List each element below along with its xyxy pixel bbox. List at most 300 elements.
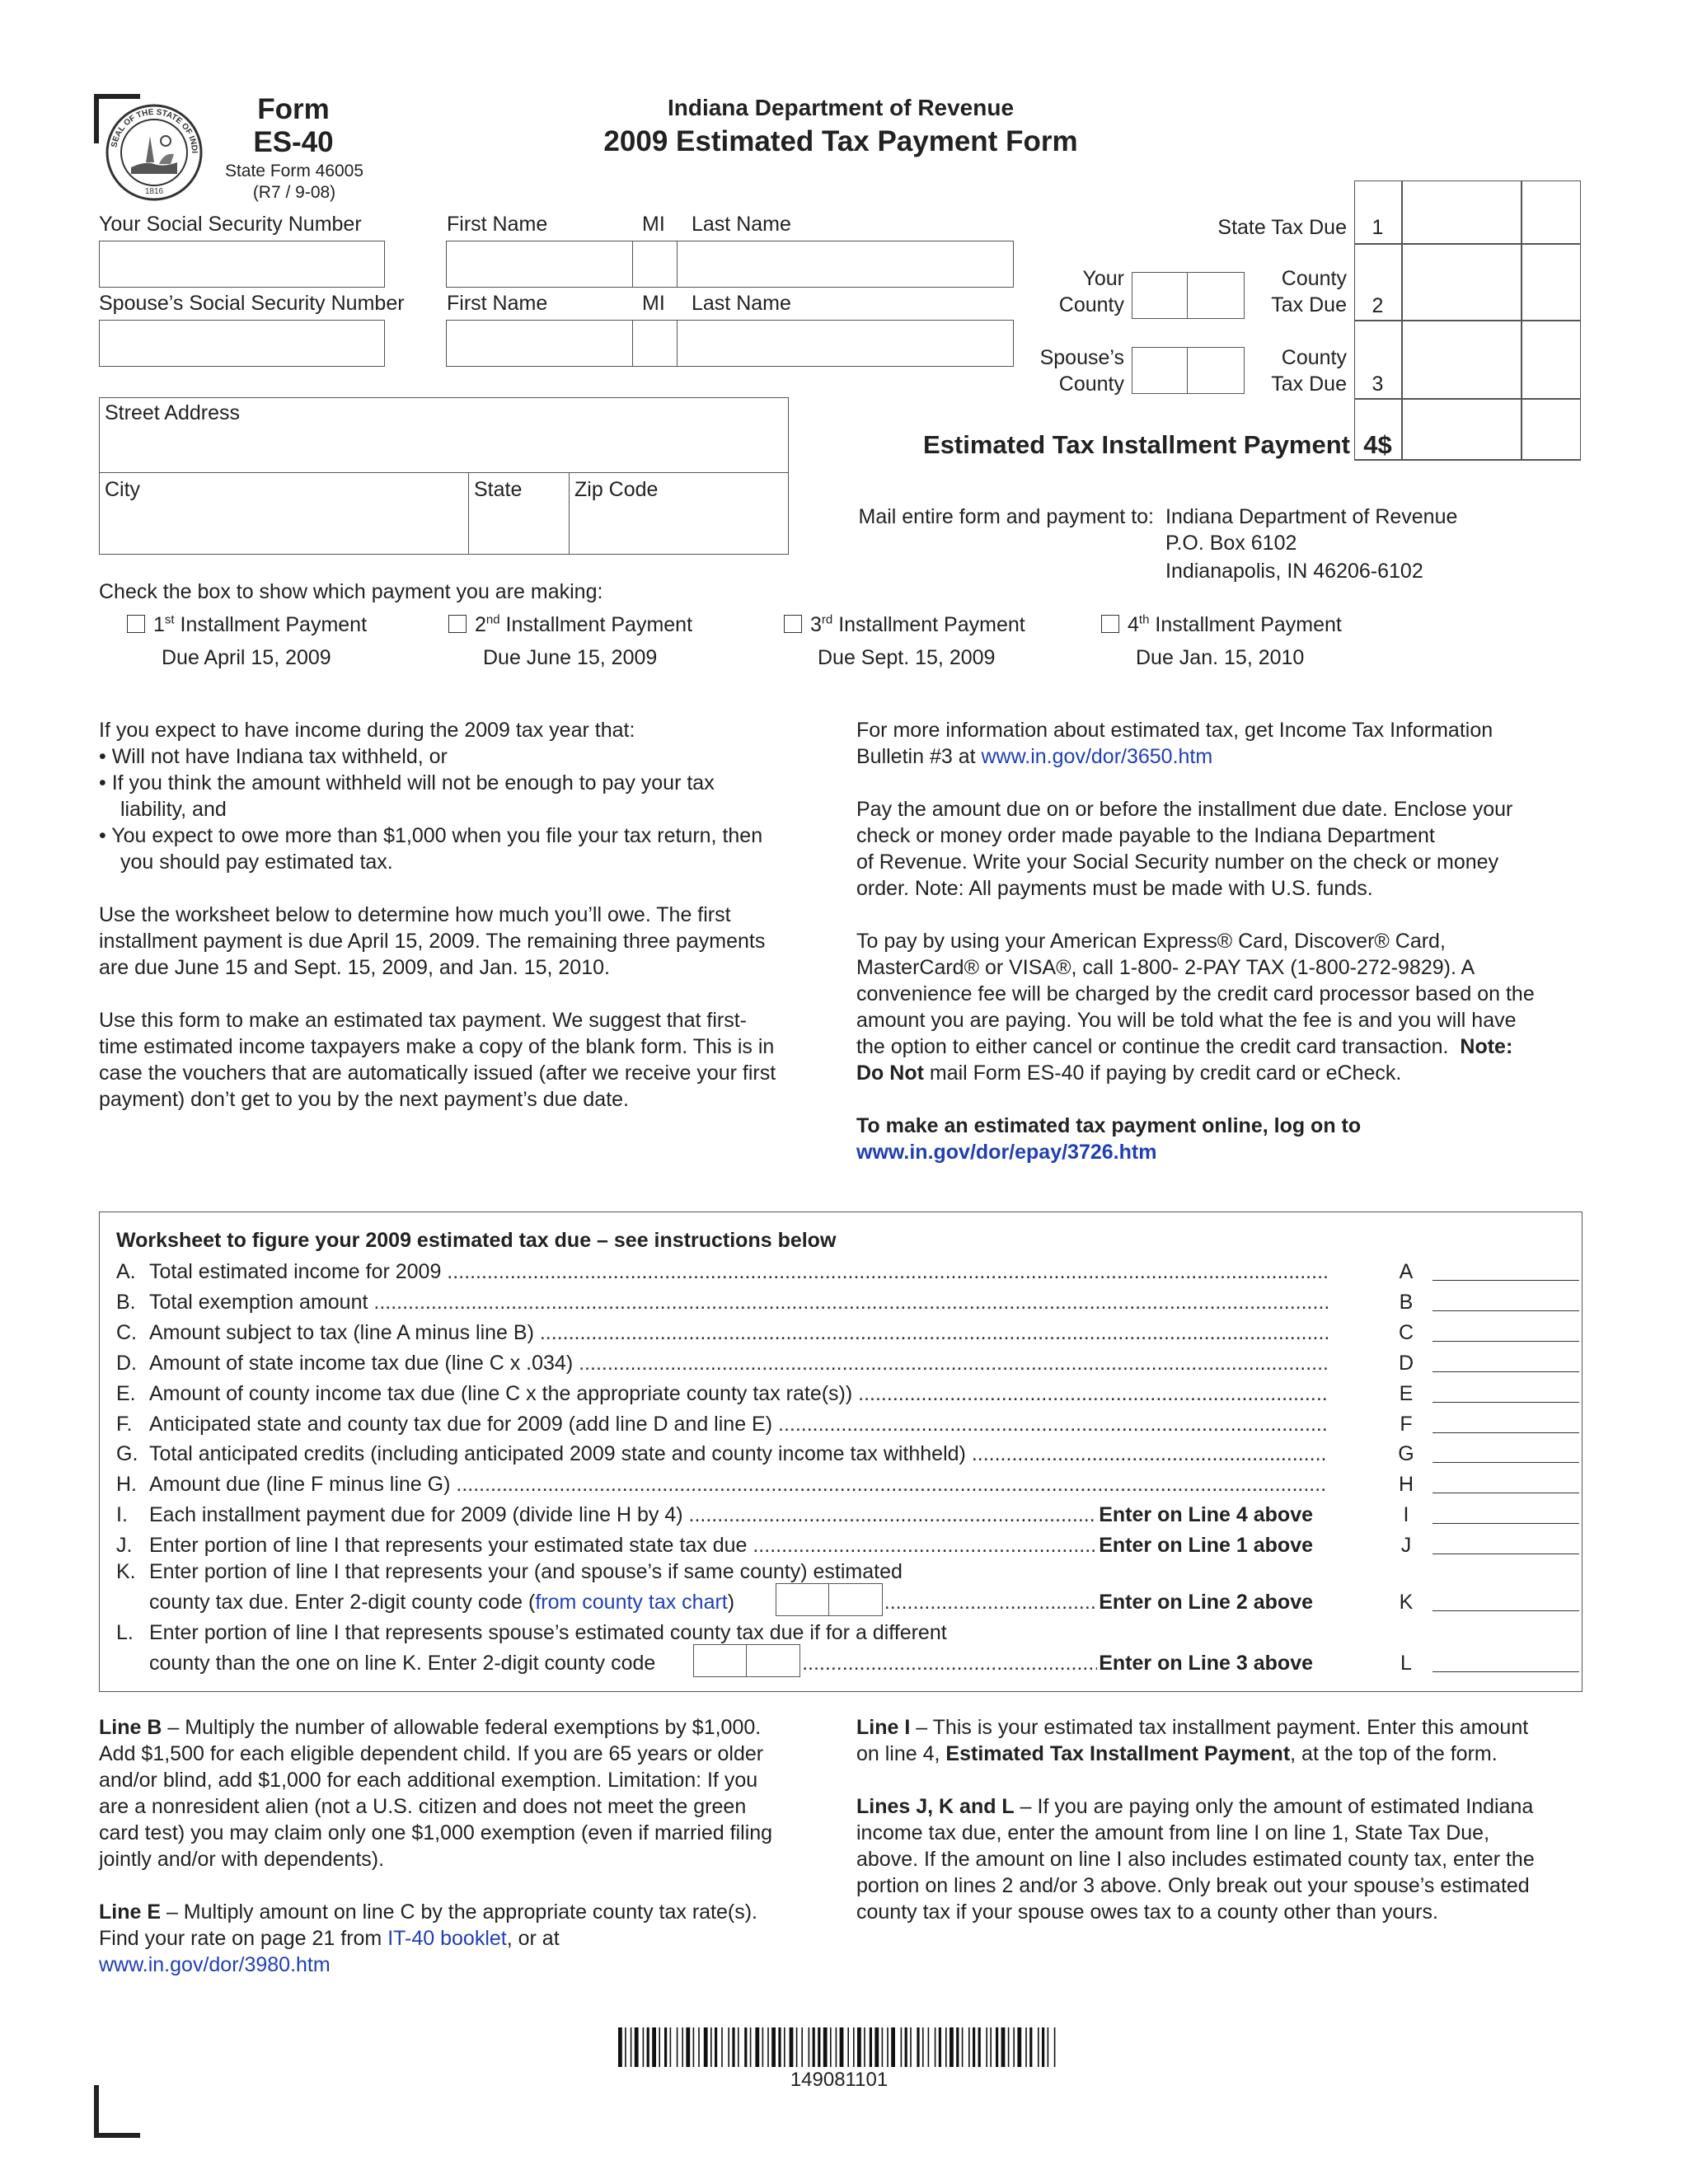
line-e-2b: , or at [506,1927,560,1950]
your-county-code-digit-1[interactable] [1132,272,1189,319]
spouse-first-name-label: First Name [447,292,548,315]
row-text: Anticipated state and county tax due for 2009 (add line D and line E) ..... [149,1409,1328,1439]
barcode-bar [659,2027,660,2067]
row-k-text-2a: county tax due. Enter 2-digit county code ( [149,1591,536,1614]
worksheet [99,1212,1582,1692]
barcode-bar [704,2027,708,2067]
seal-text: SEAL OF THE STATE OF INDI [110,107,199,154]
row-k-amount-line[interactable] [1432,1610,1579,1611]
barcode-bar [1008,2027,1010,2067]
row-amount-line[interactable] [1432,1280,1579,1281]
right-p3-3: convenience fee will be charged by the credit card processor based on the [856,982,1535,1005]
street-address-field[interactable] [99,397,789,474]
spouse-county-tax-due-label-2: Tax Due [1271,373,1347,396]
right-p4: To make an estimated tax payment online, log on to [856,1114,1362,1137]
last-name-field[interactable] [677,241,1014,288]
state-tax-due-input[interactable] [1403,190,1520,239]
worksheet-row-h [116,1469,1509,1499]
barcode-bar [744,2027,747,2067]
row-letter: F. [116,1412,133,1436]
payment-2-ordinal: 2 [475,613,486,636]
row-amount-line[interactable] [1432,1523,1579,1524]
row-letter: E. [116,1381,136,1405]
barcode-bar [935,2027,936,2067]
row-enter-instruction: Enter on Line 1 above [1097,1530,1313,1560]
county-tax-due-label: County [1281,267,1347,290]
barcode-bar [796,2027,798,2067]
spouse-county-label: Spouse’s [1039,346,1124,369]
payment-option-4[interactable] [1101,612,1342,638]
line-2-number: 2 [1372,294,1384,317]
row-k-text-1: Enter portion of line I that represents your (and spouse’s if same county) estimated [149,1560,903,1583]
line-1-number: 1 [1372,216,1384,239]
row-code: G [1398,1442,1414,1466]
row-text: Amount of state income tax due (line C x .034) ..... [149,1348,1328,1378]
row-amount-line[interactable] [1432,1432,1579,1433]
barcode-bar [738,2027,739,2067]
mi-field[interactable] [632,241,678,288]
left-bullet-1: • Will not have Indiana tax withheld, or [99,745,448,768]
barcode-bar [715,2027,717,2067]
barcode [617,2027,1062,2067]
street-address-label: Street Address [105,401,240,424]
barcode-bar [922,2027,924,2067]
row-code: A [1399,1260,1414,1283]
payment-3-due: Due Sept. 15, 2009 [818,646,996,669]
city-field[interactable] [99,472,470,555]
county-tax-due-label-2: Tax Due [1271,293,1347,316]
form-word: Form [257,93,330,125]
row-k-county-digit-1[interactable] [776,1583,830,1616]
state-label: State [474,478,523,501]
line-e-label: Line E [99,1900,162,1924]
installment-payment-input[interactable] [1403,402,1520,457]
barcode-bar [823,2027,828,2067]
payment-1-due: Due April 15, 2009 [162,646,331,669]
barcode-bar [853,2027,855,2067]
barcode-bar [986,2027,987,2067]
barcode-bar [939,2027,941,2067]
instructions-left [99,1714,772,1978]
worksheet-row-d [116,1348,1509,1378]
line-i-2c: , at the top of the form. [1290,1742,1498,1765]
barcode-bar [677,2027,678,2067]
right-p3-note: Note: [1460,1035,1513,1058]
last-name-label: Last Name [692,213,791,236]
county-rate-link[interactable]: www.in.gov/dor/3980.htm [99,1953,331,1976]
row-l-county-digit-1[interactable] [693,1644,748,1677]
line-i-2b: Estimated Tax Installment Payment [945,1742,1291,1765]
barcode-bar [809,2027,810,2067]
barcode-bar [978,2027,981,2067]
bulletin-link[interactable]: www.in.gov/dor/3650.htm [981,745,1213,768]
row-l-enter: Enter on Line 3 above [1097,1648,1313,1678]
payment-option-3[interactable] [784,612,1025,638]
barcode-bar [698,2027,700,2067]
worksheet-row-a [116,1257,1509,1286]
payment-option-2[interactable] [448,612,692,638]
row-l-letter: L. [116,1621,134,1644]
row-amount-line[interactable] [1432,1341,1579,1342]
payment-4-suffix: th [1138,612,1150,627]
barcode-bar [755,2027,759,2067]
barcode-bar [762,2027,764,2067]
barcode-bar [750,2027,752,2067]
line-jkl-5: county tax if your spouse owes tax to a county other than yours. [856,1900,1438,1924]
worksheet-row-e [116,1379,1509,1408]
left-bullet-2-cont: liability, and [120,798,227,821]
row-text: Total exemption amount ..... [149,1287,1328,1317]
payment-option-1[interactable] [127,612,367,638]
line-e-1: – Multiply amount on line C by the appropriate county tax rate(s). [161,1900,757,1924]
payment-2-checkbox[interactable] [448,615,467,633]
barcode-bar [631,2027,632,2067]
spouse-ssn-field[interactable] [99,320,385,367]
mi-label: MI [642,213,665,236]
mail-address-line-1: Indiana Department of Revenue [1165,505,1458,528]
barcode-bar [1038,2027,1039,2067]
payment-2-label: Installment Payment [505,613,693,636]
your-county-label: Your [1082,267,1124,290]
row-l-county-digit-2[interactable] [746,1644,800,1677]
worksheet-title: Worksheet to figure your 2009 estimated tax due – see instructions below [116,1229,837,1252]
state-tax-due-label: State Tax Due [1217,216,1347,239]
barcode-bar [973,2027,975,2067]
worksheet-row-g [116,1439,1509,1469]
worksheet-rows [116,1257,1567,1570]
row-text: Amount due (line F minus line G) ..... [149,1469,1328,1499]
payment-2-due: Due June 15, 2009 [483,646,658,669]
row-code: H [1398,1473,1414,1497]
spouse-county-label-2: County [1058,373,1124,396]
right-p2-2: check or money order made payable to the Indiana Department [856,824,1435,847]
line-b-1: – Multiply the number of allowable federal exemptions by $1,000. [162,1716,762,1739]
worksheet-row-l [116,1618,1509,1647]
barcode-bar [874,2027,879,2067]
left-intro: If you expect to have income during the 2009 tax year that: [99,719,635,742]
line-e-2a: Find your rate on page 21 from [99,1927,388,1950]
barcode-bar [818,2027,820,2067]
spouse-last-name-field[interactable] [677,320,1014,367]
barcode-bar [647,2027,649,2067]
barcode-bar [857,2027,861,2067]
first-name-field[interactable] [446,241,633,288]
row-text: Total anticipated credits (including anticipated 2009 state and county income tax withheld) ..... [149,1439,1328,1469]
payment-4-due: Due Jan. 15, 2010 [1136,646,1305,669]
barcode-bar [790,2027,794,2067]
barcode-bar [732,2027,734,2067]
tax-grid-hline-2 [1354,320,1581,321]
barcode-bar [950,2027,954,2067]
right-p3-5: the option to either cancel or continue the credit card transaction. [856,1035,1449,1058]
row-letter: D. [116,1351,137,1375]
row-text: Enter portion of line I that represents your estimated state tax due ..... [149,1530,1313,1560]
row-code: E [1399,1381,1414,1405]
line-4-number: 4$ [1363,430,1392,459]
first-name-label: First Name [447,213,548,236]
worksheet-row-b [116,1287,1509,1317]
barcode-bar [901,2027,903,2067]
payment-4-label: Installment Payment [1155,613,1342,636]
barcode-bar [784,2027,785,2067]
row-letter: C. [116,1320,137,1344]
row-enter-instruction: Enter on Line 4 above [1097,1500,1313,1530]
state-seal [105,103,204,202]
left-p3-3: case the vouchers that are automatically issued (after we receive your first [99,1062,776,1085]
spouse-county-tax-due-label: County [1281,346,1347,369]
worksheet-row-f [116,1409,1509,1439]
barcode-bar [905,2027,907,2067]
barcode-bar [1029,2027,1032,2067]
county-tax-due-input[interactable] [1403,247,1520,316]
barcode-bar [728,2027,729,2067]
line-b-5: card test) you may claim only one $1,000 exemption (even if married filing [99,1821,773,1844]
barcode-bar [928,2027,930,2067]
barcode-bar [682,2027,683,2067]
barcode-bar [1042,2027,1044,2067]
payment-1-label: Installment Payment [180,613,368,636]
worksheet-row-i [116,1500,1509,1530]
line-jkl-1: – If you are paying only the amount of estimated Indiana [1014,1795,1534,1818]
payment-1-ordinal: 1 [153,613,165,636]
corner-mark-bottom-left [94,2085,99,2138]
instructions-right [856,1714,1535,1925]
left-p3-2: time estimated income taxpayers make a copy of the blank form. This is in [99,1035,775,1058]
line-b-3: and/or blind, add $1,000 for each additional exemption. Limitation: If you [99,1769,758,1792]
row-letter: B. [116,1290,136,1314]
barcode-bar [801,2027,803,2067]
state-form-number: State Form 46005 [224,162,364,180]
right-p2-1: Pay the amount due on or before the installment due date. Enclose your [856,798,1513,821]
line-i-label: Line I [856,1716,911,1739]
line-jkl-label: Lines J, K and L [856,1795,1015,1818]
zip-code-field[interactable] [569,472,789,555]
spouse-last-name-label: Last Name [692,292,791,315]
corner-mark-top-left [94,94,99,143]
payment-1-checkbox[interactable] [127,615,145,633]
right-p3-1: To pay by using your American Express® Card, Discover® Card, [856,930,1446,953]
barcode-bar [1054,2027,1056,2067]
row-text: Each installment payment due for 2009 (divide line H by 4) ..... [149,1500,1313,1530]
left-info [99,717,776,1113]
row-code: C [1398,1320,1414,1344]
row-l-amount-line[interactable] [1432,1671,1579,1672]
barcode-bar [686,2027,690,2067]
barcode-bar [625,2027,626,2067]
worksheet-row-j [116,1530,1509,1560]
tax-grid-hline-1 [1354,243,1581,245]
right-p3-4: amount you are paying. You will be told what the fee is and you will have [856,1009,1517,1032]
left-p2-3: are due June 15 and Sept. 15, 2009, and Jan. 15, 2010. [99,956,610,979]
barcode-bar [990,2027,992,2067]
department-name: Indiana Department of Revenue [667,95,1015,120]
ssn-field[interactable] [99,241,385,288]
line-i-1: – This is your estimated tax installment payment. Enter this amount [910,1716,1529,1739]
row-code: B [1399,1290,1414,1314]
row-letter: A. [116,1260,136,1283]
barcode-bar [767,2027,769,2067]
payment-4-checkbox[interactable] [1101,615,1119,633]
spouse-ssn-label: Spouse’s Social Security Number [99,292,405,315]
it40-booklet-link[interactable]: IT-40 booklet [387,1927,507,1950]
barcode-bar [830,2027,832,2067]
row-k-code: K [1399,1591,1414,1614]
barcode-bar [643,2027,645,2067]
line-jkl-3: above. If the amount on line I also includes estimated county tax, enter the [856,1848,1535,1871]
row-letter: G. [116,1442,138,1466]
row-amount-line[interactable] [1432,1310,1579,1311]
barcode-bar [778,2027,781,2067]
row-letter: H. [116,1473,137,1497]
row-text: Amount subject to tax (line A minus line B) ..... [149,1318,1328,1347]
left-p2-1: Use the worksheet below to determine how much you’ll owe. The first [99,903,731,926]
your-county-label-2: County [1058,293,1124,316]
right-p3-6: mail Form ES-40 if paying by credit card or eCheck. [923,1062,1402,1085]
barcode-bar [996,2027,998,2067]
payment-3-ordinal: 3 [810,613,822,636]
barcode-bar [1001,2027,1006,2067]
payment-4-ordinal: 4 [1128,613,1139,636]
row-k-letter: K. [116,1560,136,1583]
left-bullet-2: • If you think the amount withheld will not be enough to pay your tax [99,771,715,794]
epay-link[interactable]: www.in.gov/dor/epay/3726.htm [856,1141,1157,1164]
row-letter: J. [116,1534,133,1558]
row-letter: I. [116,1503,128,1527]
row-l-text-1: Enter portion of line I that represents spouse’s estimated county tax due if for a different [149,1621,947,1644]
barcode-bar [693,2027,695,2067]
worksheet-row-k [116,1557,1509,1586]
barcode-bar [945,2027,947,2067]
barcode-bar [721,2027,723,2067]
line-b-6: jointly and/or with dependents). [99,1848,385,1871]
row-l-code: L [1400,1652,1412,1675]
line-b-4: are a nonresident alien (not a U.S. citizen and does not meet the green [99,1795,747,1818]
barcode-bar [847,2027,849,2067]
city-label: City [105,478,141,501]
barcode-bar [670,2027,672,2067]
barcode-bar [836,2027,837,2067]
barcode-number: 149081101 [790,2069,889,2091]
barcode-bar [887,2027,889,2067]
row-code: I [1403,1503,1409,1527]
barcode-bar [618,2027,622,2067]
payment-3-suffix: rd [821,612,833,627]
row-k-enter: Enter on Line 2 above [1097,1587,1313,1617]
line-i-2a: on line 4, [856,1742,946,1765]
payment-3-checkbox[interactable] [784,615,802,633]
row-code: D [1398,1351,1414,1375]
spouse-county-code-digit-1[interactable] [1132,347,1189,394]
barcode-bar [956,2027,959,2067]
payment-prompt: Check the box to show which payment you are making: [99,580,603,603]
barcode-bar [1025,2027,1027,2067]
barcode-bar [962,2027,964,2067]
right-p3-do-not: Do Not [856,1062,924,1085]
line-3-number: 3 [1372,373,1384,396]
right-info [856,717,1535,1165]
county-tax-chart-link[interactable]: from county tax chart [535,1591,728,1614]
barcode-bar [1013,2027,1015,2067]
barcode-bar [635,2027,639,2067]
row-code: J [1400,1534,1412,1558]
payment-2-suffix: nd [485,612,500,627]
left-p2-2: installment payment is due April 15, 2009. The remaining three payments [99,930,766,953]
mail-address-line-2: P.O. Box 6102 [1165,532,1297,555]
barcode-bar [1048,2027,1049,2067]
row-amount-line[interactable] [1432,1371,1579,1372]
row-code: F [1400,1412,1413,1436]
spouse-first-name-field[interactable] [446,320,633,367]
state-field[interactable] [468,472,570,555]
line-b-2: Add $1,500 for each eligible dependent child. If you are 65 years or older [99,1742,764,1765]
mail-to-label: Mail entire form and payment to: [858,505,1154,528]
row-k-text-2b: ) [727,1591,735,1614]
seal-year: 1816 [144,187,164,196]
form-number: ES-40 [253,126,334,158]
installment-payment-label: Estimated Tax Installment Payment [923,430,1350,459]
right-p1-1: For more information about estimated tax, get Income Tax Information [856,719,1493,742]
row-text: Amount of county income tax due (line C x the appropriate county tax rate(s)) ..... [149,1379,1328,1408]
barcode-bar [710,2027,712,2067]
row-text: Total estimated income for 2009 ..... [149,1257,1328,1286]
row-amount-line[interactable] [1432,1462,1579,1463]
barcode-bar [652,2027,656,2067]
barcode-bar [1017,2027,1021,2067]
zip-code-label: Zip Code [574,478,659,501]
worksheet-row-c [116,1318,1509,1347]
barcode-bar [891,2027,895,2067]
spouse-mi-label: MI [642,292,665,315]
spouse-county-tax-due-input[interactable] [1403,325,1520,394]
form-revision: (R7 / 9-08) [252,183,336,202]
barcode-bar [910,2027,912,2067]
row-l-text-2a: county than the one on line K. Enter 2-digit county code [149,1652,656,1675]
barcode-bar [664,2027,667,2067]
barcode-bar [840,2027,844,2067]
spouse-mi-field[interactable] [632,320,678,367]
left-bullet-3: • You expect to owe more than $1,000 when you file your tax return, then [99,824,763,847]
payment-3-label: Installment Payment [838,613,1025,636]
line-jkl-2: income tax due, enter the amount from line I on line 1, State Tax Due, [856,1821,1490,1844]
svg-text:SEAL OF THE STATE OF INDIANA [105,103,199,153]
right-p3-2: MasterCard® or VISA®, call 1-800- 2-PAY TAX (1-800-272-9829). A [856,956,1475,979]
barcode-bar [968,2027,970,2067]
line-b-label: Line B [99,1716,162,1739]
left-bullet-3-cont: you should pay estimated tax. [120,851,393,874]
ssn-label: Your Social Security Number [99,213,362,236]
tax-grid-hline-3 [1354,398,1581,400]
corner-mark-top-left-h [94,94,140,99]
right-p2-4: order. Note: All payments must be made with U.S. funds. [856,877,1373,900]
barcode-bar [864,2027,865,2067]
worksheet-row-l-2 [116,1648,1509,1678]
right-p2-3: of Revenue. Write your Social Security number on the check or money [856,851,1499,874]
left-p3-4: payment) don’t get to you by the next payment’s due date. [99,1088,630,1111]
barcode-bar [870,2027,872,2067]
barcode-bar [771,2027,776,2067]
mail-address-line-3: Indianapolis, IN 46206-6102 [1165,560,1423,583]
page-title: 2009 Estimated Tax Payment Form [603,125,1078,157]
row-amount-line[interactable] [1432,1402,1579,1403]
left-p3-1: Use this form to make an estimated tax payment. We suggest that first- [99,1009,747,1032]
barcode-bar [917,2027,919,2067]
barcode-bar [813,2027,815,2067]
corner-mark-bottom-left-h [94,2133,140,2138]
row-k-county-digit-2[interactable] [828,1583,883,1616]
line-jkl-4: portion on lines 2 and/or 3 above. Only break out your spouse’s estimated [856,1874,1530,1897]
payment-1-suffix: st [164,612,175,627]
right-p1-2: Bulletin #3 at [856,745,982,768]
